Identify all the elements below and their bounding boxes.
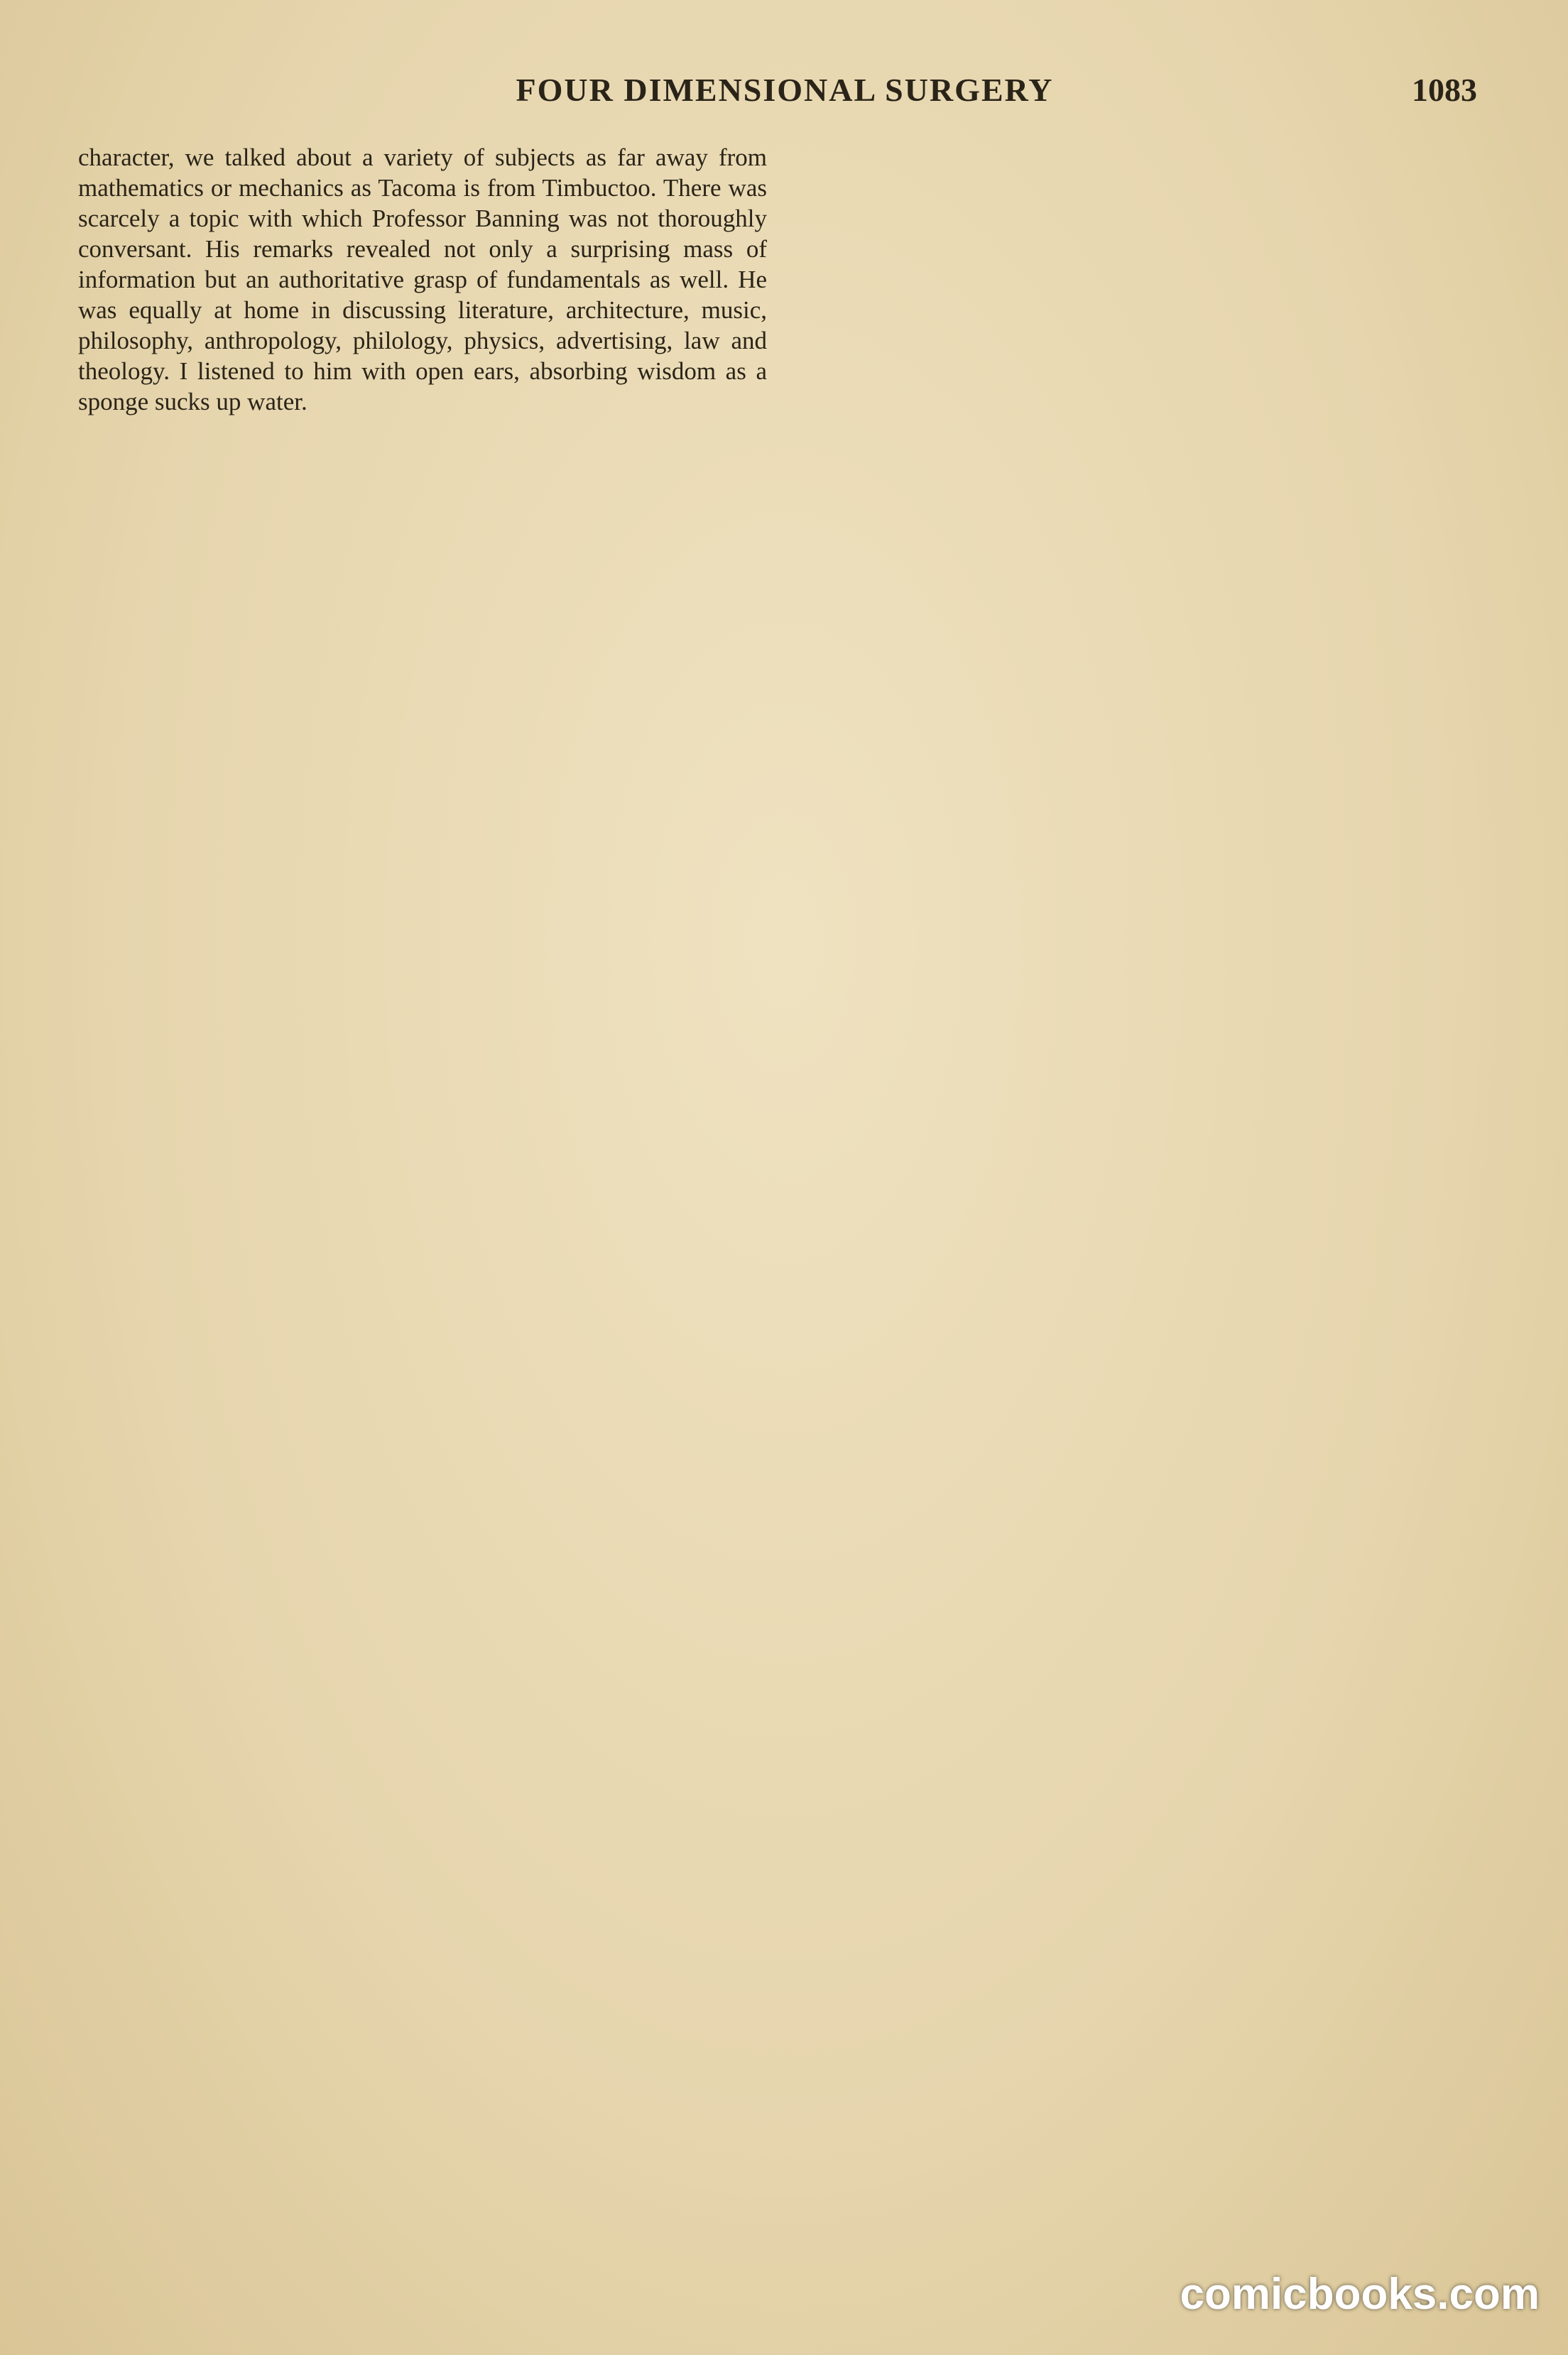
page-number: 1083	[1412, 72, 1477, 108]
paragraph: character, we talked about a variety of subjects as far away from mathematics or mechanics as Tacoma is from Timbuctoo. There was scarcely a topic with which Professor Banning was not thoroughly conversant. His remarks revealed not only a surprising mass of information but an authoritative grasp of fundamentals as well. He was equally at home in discussing literature, architecture, music, philosophy, anthropology, philology, physics, advertising, law and theology. I listened to him with open ears, absorbing wisdom as a sponge sucks up water.	[78, 143, 767, 415]
right-column	[802, 142, 1491, 420]
two-column-body	[78, 142, 1491, 420]
running-title: FOUR DIMENSIONAL SURGERY	[516, 72, 1054, 108]
running-header	[78, 71, 1491, 128]
magazine-page	[78, 71, 1491, 420]
left-column	[78, 142, 767, 420]
watermark: comicbooks.com	[1180, 2270, 1540, 2319]
